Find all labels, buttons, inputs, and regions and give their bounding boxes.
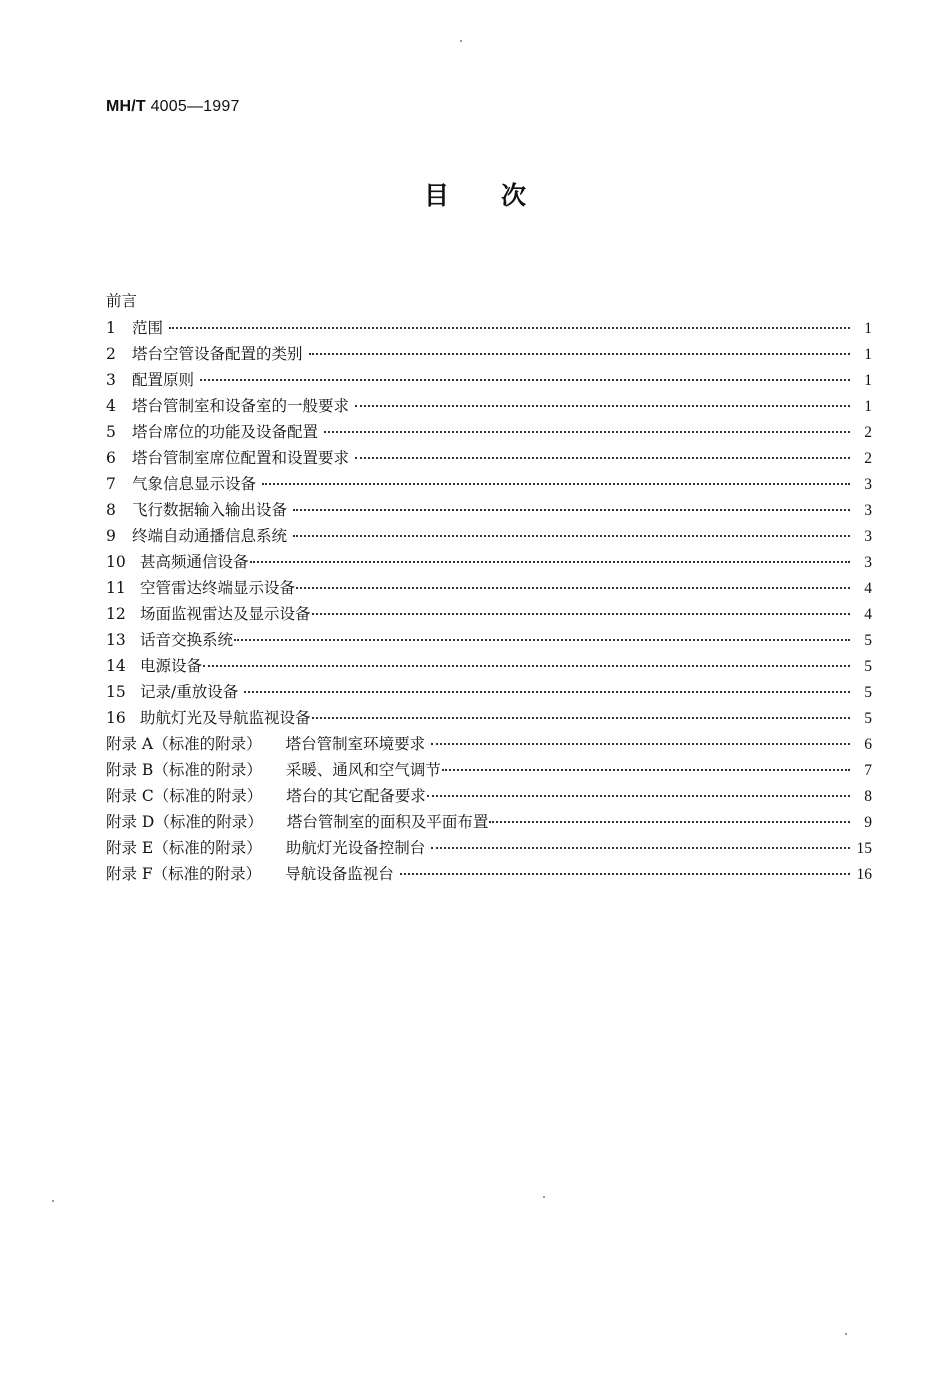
toc-leader-dots — [431, 743, 850, 745]
toc-entry-label: 塔台管制室和设备室的一般要求 — [132, 397, 350, 415]
toc-entry-number: 12 — [106, 605, 126, 623]
toc-preface[interactable]: 前言 — [106, 292, 138, 310]
standard-code — [106, 98, 240, 116]
toc-entry-page: 2 — [864, 450, 872, 467]
standard-prefix: MH/T — [106, 98, 146, 115]
title-char-2: 次 — [501, 181, 527, 210]
appendix-prefix: 附录 E（标准的附录） — [106, 839, 262, 857]
toc-entry-number: 7 — [106, 475, 116, 493]
appendix-prefix: 附录 A（标准的附录） — [106, 735, 262, 753]
appendix-page: 8 — [864, 788, 872, 805]
scan-speck — [460, 40, 462, 42]
toc-entry-label: 飞行数据输入输出设备 — [132, 501, 288, 519]
page-title — [0, 176, 950, 212]
toc-leader-dots — [355, 405, 850, 407]
appendix-page: 15 — [856, 840, 872, 857]
toc-entry-page: 1 — [864, 398, 872, 415]
toc-leader-dots — [309, 353, 850, 355]
appendix-page: 9 — [864, 814, 872, 831]
appendix-label: 塔台管制室环境要求 — [285, 735, 426, 753]
toc-leader-dots — [324, 431, 850, 433]
toc-leader-dots — [293, 535, 850, 537]
appendix-page: 6 — [864, 736, 872, 753]
scan-speck — [52, 1200, 54, 1202]
toc-leader-dots — [400, 873, 850, 875]
toc-entry-page: 1 — [864, 372, 872, 389]
toc-entry-number: 3 — [106, 371, 116, 389]
toc-leader-dots — [427, 795, 850, 797]
toc-entry[interactable] — [106, 575, 872, 601]
toc-leader-dots — [312, 717, 850, 719]
toc-leader-dots — [203, 665, 850, 667]
toc-entry-number: 16 — [106, 709, 126, 727]
toc-entry-page: 3 — [864, 476, 872, 493]
appendix-label: 采暖、通风和空气调节 — [285, 761, 441, 779]
toc-entry[interactable] — [106, 445, 872, 471]
toc-entry[interactable] — [106, 315, 872, 341]
toc-entry[interactable] — [106, 679, 872, 705]
toc-entry-page: 5 — [864, 710, 872, 727]
toc-entry[interactable] — [106, 471, 872, 497]
toc-entry-label: 话音交换系统 — [140, 631, 234, 649]
toc-entry-page: 3 — [864, 528, 872, 545]
scan-speck — [543, 1196, 545, 1198]
toc-entry-label: 终端自动通播信息系统 — [132, 527, 288, 545]
toc-entry[interactable] — [106, 419, 872, 445]
toc-entry-page: 4 — [864, 606, 872, 623]
toc-entry-page: 4 — [864, 580, 872, 597]
toc-entry-number: 1 — [106, 319, 116, 337]
toc-appendix-entry[interactable] — [106, 861, 872, 887]
toc-entry-label: 气象信息显示设备 — [132, 475, 257, 493]
appendix-prefix: 附录 D（标准的附录） — [106, 813, 263, 831]
toc-leader-dots — [296, 587, 850, 589]
appendix-label: 助航灯光设备控制台 — [285, 839, 426, 857]
appendix-prefix: 附录 B（标准的附录） — [106, 761, 262, 779]
toc-leader-dots — [431, 847, 850, 849]
toc-entry-label: 塔台席位的功能及设备配置 — [132, 423, 319, 441]
toc-entry[interactable] — [106, 627, 872, 653]
appendix-prefix: 附录 F（标准的附录） — [106, 865, 262, 883]
toc-entry-label: 塔台管制室席位配置和设置要求 — [132, 449, 350, 467]
toc-entry-number: 5 — [106, 423, 116, 441]
toc-leader-dots — [489, 821, 850, 823]
toc-entry-number: 6 — [106, 449, 116, 467]
toc-appendix-entry[interactable] — [106, 783, 872, 809]
toc-leader-dots — [355, 457, 850, 459]
toc-entry-number: 11 — [106, 579, 126, 597]
toc-entry-page: 1 — [864, 320, 872, 337]
toc-entry-page: 5 — [864, 632, 872, 649]
toc-appendix-entry[interactable] — [106, 835, 872, 861]
toc-entry[interactable] — [106, 341, 872, 367]
standard-number: 4005—1997 — [150, 98, 240, 115]
toc-entry[interactable] — [106, 705, 872, 731]
appendix-page: 7 — [864, 762, 872, 779]
toc-appendix-entry[interactable] — [106, 731, 872, 757]
toc-entry-label: 电源设备 — [140, 657, 203, 675]
toc-entry-label: 范围 — [132, 319, 164, 337]
toc-entry-number: 9 — [106, 527, 116, 545]
toc-entry-label: 助航灯光及导航监视设备 — [140, 709, 311, 727]
toc-entry-page: 3 — [864, 554, 872, 571]
appendix-label: 导航设备监视台 — [285, 865, 394, 883]
toc-entry[interactable] — [106, 367, 872, 393]
toc-entry-number: 10 — [106, 553, 126, 571]
toc-entry-number: 2 — [106, 345, 116, 363]
toc-leader-dots — [442, 769, 850, 771]
toc-entry-page: 1 — [864, 346, 872, 363]
toc-entry[interactable] — [106, 393, 872, 419]
toc-leader-dots — [250, 561, 850, 563]
toc-entry-number: 15 — [106, 683, 126, 701]
toc-leader-dots — [262, 483, 850, 485]
toc-entry-number: 8 — [106, 501, 116, 519]
toc-leader-dots — [169, 327, 850, 329]
table-of-contents — [106, 315, 872, 887]
toc-entry-page: 5 — [864, 658, 872, 675]
title-char-1: 目 — [423, 181, 449, 210]
toc-leader-dots — [200, 379, 850, 381]
toc-leader-dots — [244, 691, 850, 693]
toc-entry[interactable] — [106, 601, 872, 627]
appendix-label: 塔台管制室的面积及平面布置 — [286, 813, 489, 831]
toc-entry[interactable] — [106, 497, 872, 523]
toc-entry-page: 5 — [864, 684, 872, 701]
appendix-page: 16 — [856, 866, 872, 883]
toc-entry[interactable] — [106, 549, 872, 575]
toc-entry-label: 甚高频通信设备 — [140, 553, 249, 571]
toc-entry[interactable] — [106, 523, 872, 549]
toc-entry-label: 塔台空管设备配置的类别 — [132, 345, 303, 363]
toc-entry-page: 3 — [864, 502, 872, 519]
toc-leader-dots — [293, 509, 850, 511]
toc-appendix-entry[interactable] — [106, 809, 872, 835]
toc-entry-number: 4 — [106, 397, 116, 415]
toc-entry-label: 空管雷达终端显示设备 — [140, 579, 296, 597]
toc-appendix-entry[interactable] — [106, 757, 872, 783]
scan-speck — [845, 1333, 847, 1335]
toc-entry[interactable] — [106, 653, 872, 679]
toc-entry-label: 记录/重放设备 — [140, 683, 239, 701]
appendix-prefix: 附录 C（标准的附录） — [106, 787, 263, 805]
toc-entry-label: 配置原则 — [132, 371, 195, 389]
appendix-label: 塔台的其它配备要求 — [286, 787, 426, 805]
toc-leader-dots — [234, 639, 850, 641]
toc-leader-dots — [312, 613, 850, 615]
toc-entry-number: 13 — [106, 631, 126, 649]
toc-entry-label: 场面监视雷达及显示设备 — [140, 605, 311, 623]
toc-entry-page: 2 — [864, 424, 872, 441]
toc-entry-number: 14 — [106, 657, 126, 675]
